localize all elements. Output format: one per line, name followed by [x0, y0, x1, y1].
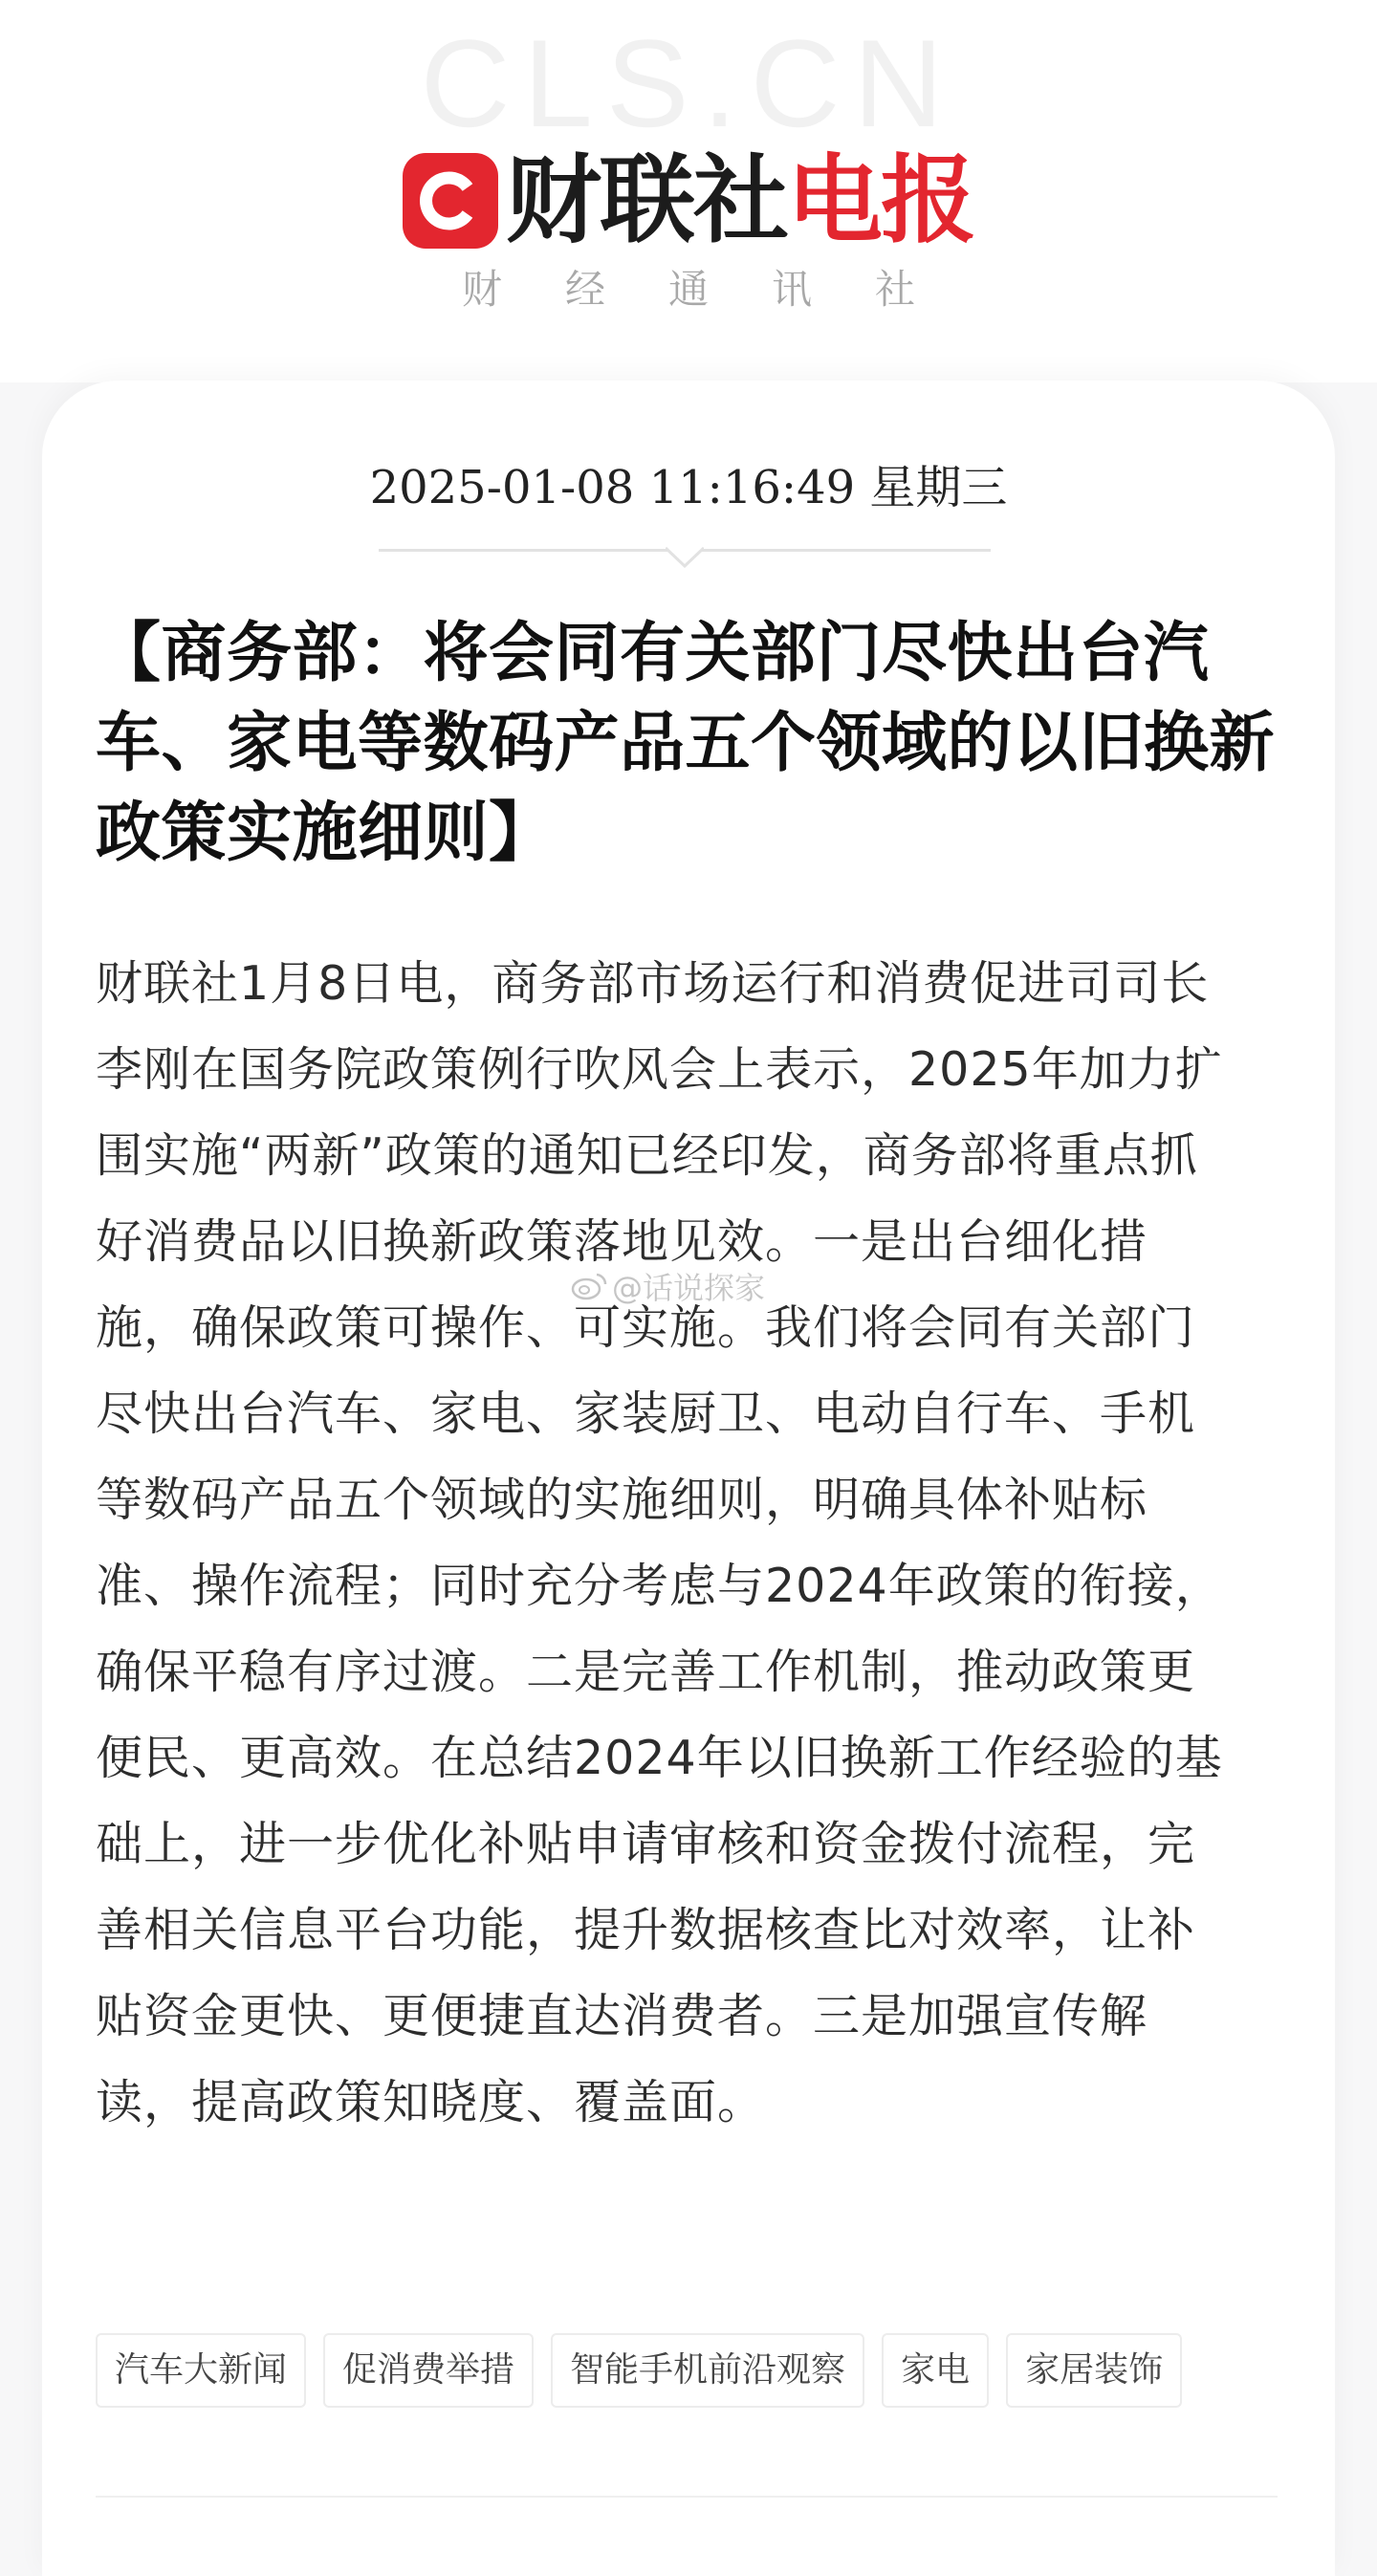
tagline-char: 通 [667, 266, 709, 313]
tag-item[interactable]: 智能手机前沿观察 [551, 2333, 864, 2408]
tag-item[interactable]: 汽车大新闻 [96, 2333, 306, 2408]
tagline-char: 财 [461, 266, 502, 313]
brand-suffix: 电报 [787, 144, 974, 256]
c-letter-icon [420, 170, 481, 231]
article-card [42, 381, 1335, 2576]
weibo-watermark-text: @话说探家 [612, 1270, 766, 1306]
tagline-char: 社 [875, 266, 916, 313]
divider-notch-icon [666, 545, 704, 568]
article-datetime: 2025-01-08 11:16:49 星期三 [369, 461, 1008, 514]
weibo-watermark [570, 1264, 765, 1308]
tagline-char: 经 [564, 266, 605, 313]
tagline [0, 266, 1377, 313]
background-watermark: CLS.CN [420, 13, 957, 153]
brand-name: 财联社 [506, 144, 787, 256]
weibo-icon [570, 1271, 608, 1301]
article-body: 财联社1月8日电，商务部市场运行和消费促进司司长李刚在国务院政策例行吹风会上表示，2025年加力扩围实施“两新”政策的通知已经印发，商务部将重点抓好消费品以旧换新政策落地见效。一是出台细化措施，确保政策可操作、可实施。我们将会同有关部门尽快出台汽车、家电、家装厨卫、电动自行车、手机等数码产品五个领域的实施细则，明确具体补贴标准、操作流程；同时充分考虑与2024年政策的衔接，确保平稳有序过渡。二是完善工作机制，推动政策更便民、更高效。在总结2024年以旧换新工作经验的基础上，进一步优化补贴申请审核和资金拨付流程，完善相关信息平台功能，提升数据核查比对效率，让补贴资金更快、更便捷直达消费者。三是加强宣传解读，提高政策知晓度、覆盖面。 [96, 956, 1223, 2129]
tag-item[interactable]: 家居装饰 [1006, 2333, 1182, 2408]
article-headline: 【商务部：将会同有关部门尽快出台汽车、家电等数码产品五个领域的以旧换新政策实施细则】 [96, 615, 1276, 871]
tag-item[interactable]: 家电 [882, 2333, 989, 2408]
header [0, 0, 1377, 382]
tagline-char: 讯 [772, 266, 813, 313]
brand-logo [0, 143, 1377, 258]
bottom-divider [96, 2496, 1278, 2498]
tag-list [96, 2333, 1182, 2408]
tag-item[interactable]: 促消费举措 [323, 2333, 534, 2408]
logo-badge-icon [403, 153, 498, 249]
